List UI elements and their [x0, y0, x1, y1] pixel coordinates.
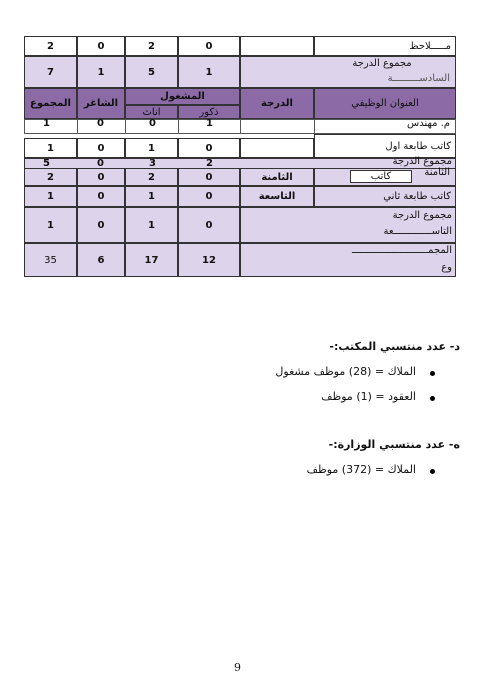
header-occupied: المشغول: [125, 88, 240, 105]
total-cell: 35: [24, 243, 77, 277]
male-cell: 0: [178, 168, 240, 186]
female-cell: 2: [125, 36, 178, 56]
section-heading: ه- عدد منتسبي الوزارة:-: [328, 438, 460, 451]
total-cell: 1: [24, 186, 77, 207]
row-label: مجموع الدرجة: [392, 156, 452, 167]
column-divider: [77, 119, 78, 134]
total-cell: 7: [24, 56, 77, 88]
male-cell: 1: [178, 56, 240, 88]
list-item: العقود = (1) موظف: [321, 390, 416, 403]
total-cell: 5: [43, 158, 50, 168]
total-cell: 2: [24, 168, 77, 186]
male-cell: 0: [178, 186, 240, 207]
female-cell: 3: [149, 158, 156, 168]
male-cell: 0: [178, 36, 240, 56]
row-label: الثامنة: [424, 167, 450, 178]
male-cell: 1: [206, 118, 213, 129]
total-cell: 1: [24, 207, 77, 243]
grade-cell: [240, 36, 314, 56]
female-cell: 1: [125, 186, 178, 207]
row-label: التاســـــــــــــعة: [383, 226, 452, 237]
vacant-cell: 0: [97, 158, 104, 168]
male-cell: 0: [178, 207, 240, 243]
row-label: كاتب: [350, 170, 412, 183]
bullet-icon: [430, 396, 435, 401]
vacant-cell: 1: [77, 56, 125, 88]
column-divider: [314, 119, 315, 134]
header-total: المجموع: [24, 88, 77, 119]
vacant-cell: 0: [77, 138, 125, 158]
male-cell: 0: [178, 138, 240, 158]
page-number: 9: [234, 661, 241, 674]
header-job-title: العنوان الوظيفي: [314, 88, 456, 119]
female-cell: 1: [125, 138, 178, 158]
column-divider: [125, 119, 126, 134]
row-label: المجمــــــــــــــــــــــــــ: [351, 245, 452, 256]
vacant-cell: 0: [77, 168, 125, 186]
female-cell: 1: [125, 207, 178, 243]
row-label: مجموع الدرجة: [392, 210, 452, 221]
grade-cell: التاسعة: [240, 186, 314, 207]
header-grade: الدرجة: [240, 88, 314, 119]
female-cell: 17: [125, 243, 178, 277]
header-female: اناث: [125, 105, 178, 119]
job-title-cell: كاتب طابعة اول: [314, 134, 456, 158]
job-title-cell: كاتب طابعة ثاني: [314, 186, 456, 207]
row-label: وع: [441, 262, 452, 273]
total-cell: 1: [24, 138, 77, 158]
grade-cell: [240, 138, 314, 158]
vacant-cell: 0: [77, 186, 125, 207]
column-divider: [240, 119, 241, 134]
list-item: الملاك = (372) موظف: [306, 463, 416, 476]
total-cell: 1: [43, 118, 50, 129]
female-cell: 0: [149, 118, 156, 129]
list-item: الملاك = (28) موظف مشغول: [275, 365, 416, 378]
vacant-cell: 0: [77, 36, 125, 56]
row-label: السادســـــــــة: [387, 73, 450, 84]
row-label: مجموع الدرجة: [352, 58, 412, 69]
male-cell: 12: [178, 243, 240, 277]
female-cell: 2: [125, 168, 178, 186]
total-cell: 2: [24, 36, 77, 56]
header-male: ذكور: [178, 105, 240, 119]
grade-cell: الثامنة: [240, 168, 314, 186]
column-divider: [178, 119, 179, 134]
vacant-cell: 6: [77, 243, 125, 277]
bullet-icon: [430, 371, 435, 376]
header-vacant: الشاغر: [77, 88, 125, 119]
row-label: م. مهندس: [407, 118, 450, 129]
bullet-icon: [430, 469, 435, 474]
female-cell: 5: [125, 56, 178, 88]
job-title-cell: مـــــلاحظ: [314, 36, 456, 56]
section-heading: د- عدد منتسبي المكتب:-: [329, 340, 460, 353]
vacant-cell: 0: [97, 118, 104, 129]
vacant-cell: 0: [77, 207, 125, 243]
male-cell: 2: [206, 158, 213, 168]
